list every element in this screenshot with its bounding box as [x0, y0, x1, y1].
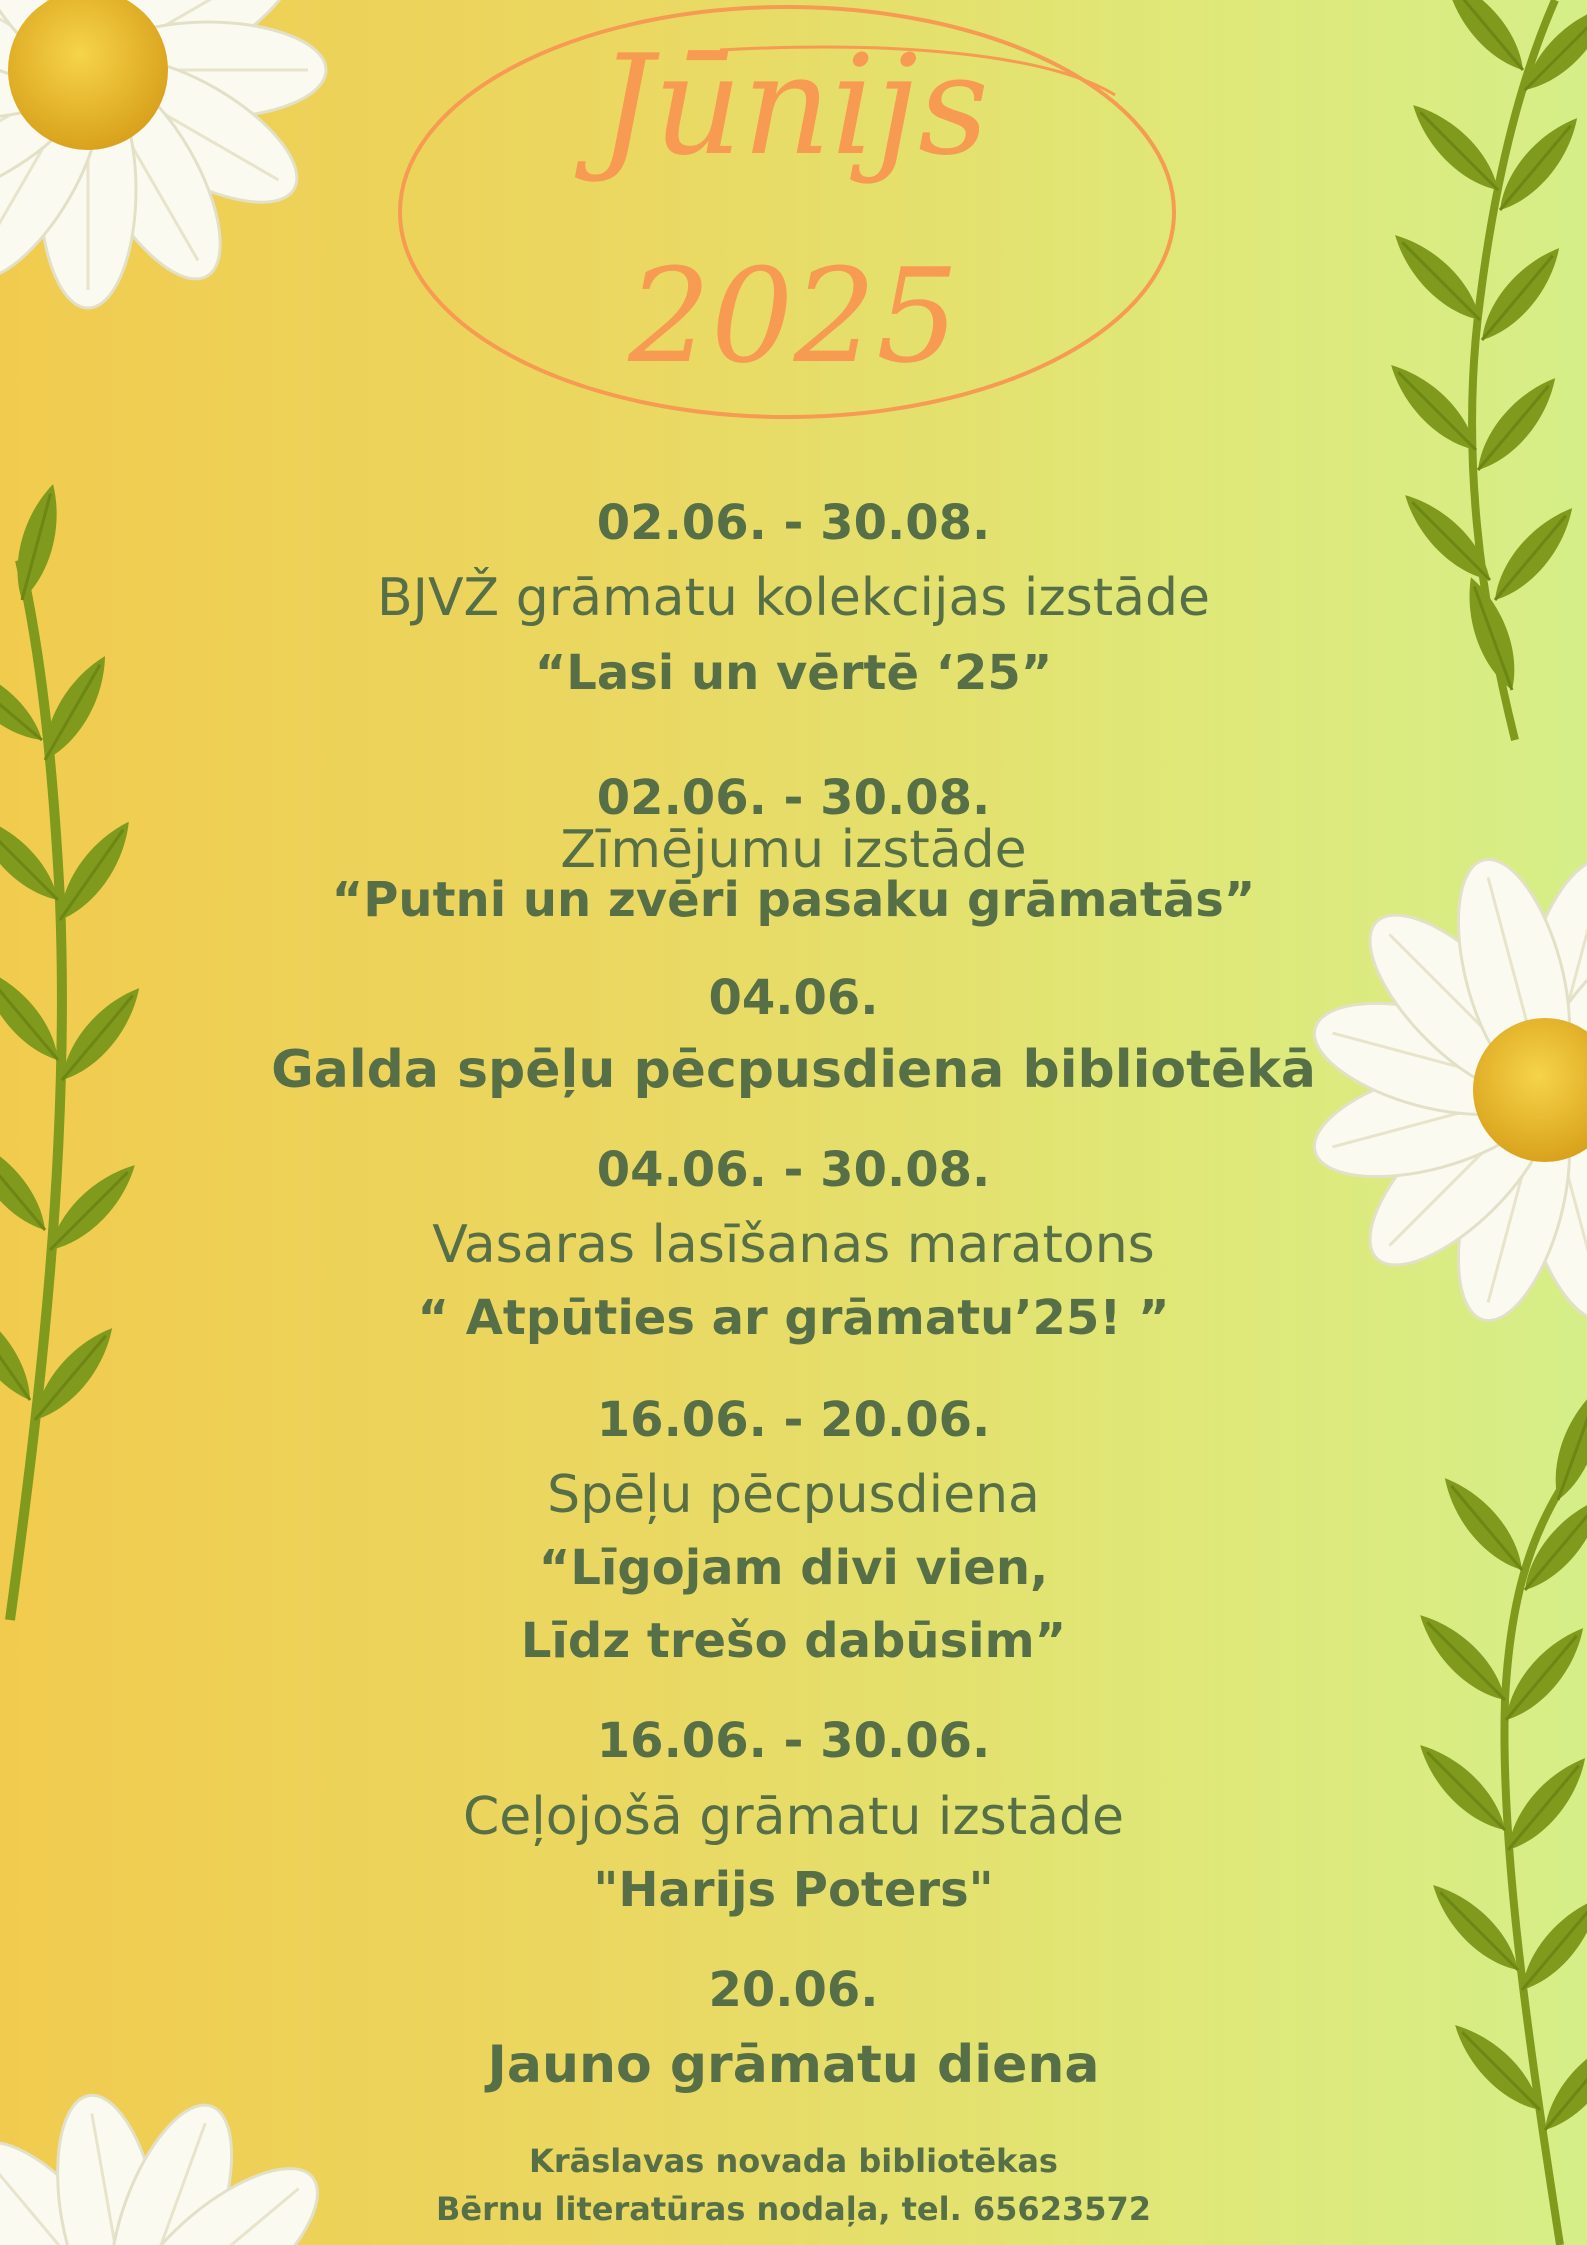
- event-title: "Harijs Poters": [593, 1862, 994, 1918]
- event-title: Galda spēļu pēcpusdiena bibliotēkā: [271, 1040, 1316, 1100]
- event-title-line: “Līgojam divi vien,: [538, 1540, 1049, 1596]
- title-block: [0, 0, 1587, 440]
- event-title: “Lasi un vērtē ‘25”: [534, 645, 1053, 701]
- event-date: 04.06.: [708, 970, 879, 1026]
- event-date: 02.06. - 30.08.: [596, 770, 991, 826]
- event-title: “ Atpūties ar grāmatu’25! ”: [417, 1290, 1170, 1346]
- footer-organization: Krāslavas novada bibliotēkas: [529, 2142, 1058, 2180]
- event-date: 20.06.: [708, 1962, 879, 2018]
- title-month: Jūnijs: [598, 25, 989, 186]
- footer-department: Bērnu literatūras nodaļa, tel. 65623572: [435, 2190, 1152, 2228]
- event-date: 16.06. - 30.06.: [596, 1713, 991, 1769]
- event-title: “Putni un zvēri pasaku grāmatās”: [331, 872, 1256, 928]
- event-date: 04.06. - 30.08.: [596, 1142, 991, 1198]
- event-description: BJVŽ grāmatu kolekcijas izstāde: [376, 568, 1211, 628]
- event-date: 02.06. - 30.08.: [596, 495, 991, 551]
- event-description: Zīmējumu izstāde: [560, 820, 1027, 880]
- event-date: 16.06. - 20.06.: [596, 1392, 991, 1448]
- event-title-line: Līdz trešo dabūsim”: [520, 1613, 1067, 1669]
- event-description: Spēļu pēcpusdiena: [547, 1465, 1040, 1525]
- event-description: Vasaras lasīšanas maratons: [432, 1215, 1155, 1275]
- event-title: Jauno grāmatu diena: [487, 2035, 1100, 2095]
- event-description: Ceļojošā grāmatu izstāde: [462, 1787, 1125, 1847]
- title-year: 2025: [628, 240, 959, 392]
